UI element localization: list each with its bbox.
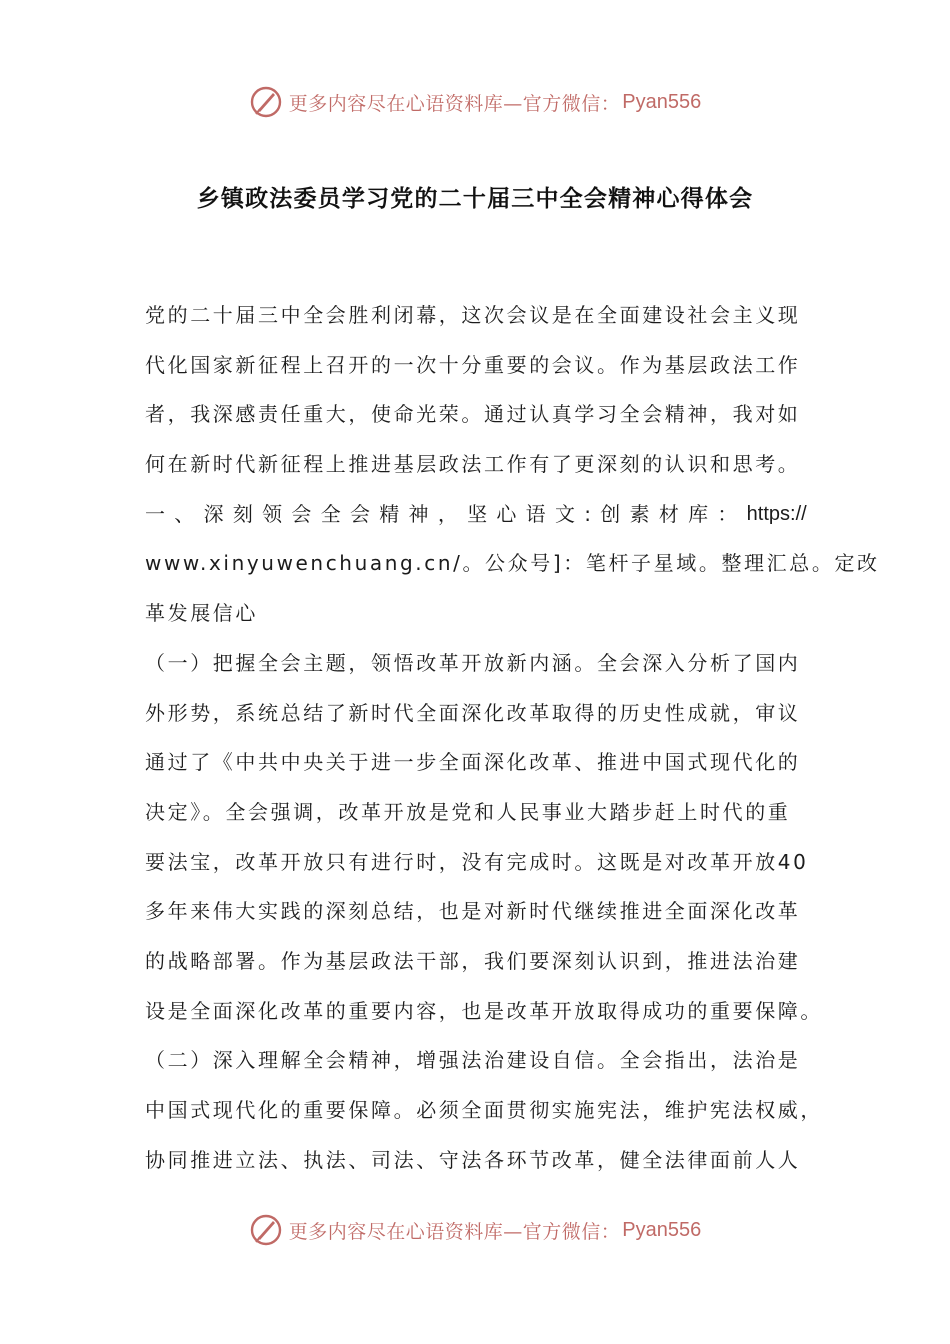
document-title: 乡镇政法委员学习党的二十届三中全会精神心得体会 [196, 186, 754, 212]
body-line: 要法宝，改革开放只有进行时，没有完成时。这既是对改革开放40 [145, 849, 809, 874]
body-line: （二）深入理解全会精神，增强法治建设自信。全会指出，法治是 [145, 1048, 801, 1073]
heading-glyph: 文 [554, 501, 575, 526]
banner-text: 更多内容尽在心语资料库—官方微信： [288, 1220, 621, 1243]
body-line: 协同推进立法、执法、司法、守法各环节改革，健全法律面前人人 [145, 1147, 801, 1172]
body-line: 革发展信心 [145, 601, 258, 626]
header-banner [0, 80, 950, 124]
heading-glyph: 精 [379, 501, 400, 526]
heading-glyph: 会 [291, 501, 312, 526]
body-line: 通过了《中共中央关于进一步全面深化改革、推进中国式现代化的 [145, 750, 801, 775]
body-line: 代化国家新征程上召开的一次十分重要的会议。作为基层政法工作 [145, 352, 801, 377]
heading-glyph: 素 [629, 501, 650, 526]
heading-glyph: 心 [496, 501, 517, 526]
heading-glyph: 领 [262, 501, 283, 526]
heading-glyph: 材 [658, 501, 679, 526]
heading-glyph: 库 [688, 501, 709, 526]
heading-glyph: 创 [600, 501, 621, 526]
heading-glyph: 一 [145, 501, 165, 526]
heading-glyph: 会 [349, 501, 370, 526]
footer-banner [0, 1208, 950, 1252]
body-line: 设是全面深化改革的重要内容，也是改革开放取得成功的重要保障。 [145, 998, 823, 1023]
heading-glyph: 神 [408, 501, 429, 526]
body-line: 决定》。全会强调，改革开放是党和人民事业大踏步赶上时代的重 [145, 799, 791, 824]
body-line: 者，我深感责任重大，使命光荣。通过认真学习全会精神，我对如 [145, 402, 801, 427]
heading-glyph: 语 [525, 501, 546, 526]
quill-circle-icon [249, 85, 283, 119]
body-line: 何在新时代新征程上推进基层政法工作有了更深刻的认识和思考。 [145, 452, 801, 477]
body-line: www.xinyuwenchuang.cn/。公众号]：笔杆子星域。整理汇总。定改 [145, 551, 880, 576]
heading-glyph: 深 [203, 501, 224, 526]
heading-glyph: ： [717, 501, 738, 526]
body-line: （一）把握全会主题，领悟改革开放新内涵。全会深入分析了国内 [145, 650, 801, 675]
wechat-id: Pyan556 [622, 1218, 702, 1241]
heading-glyph: 、 [174, 501, 195, 526]
heading-glyph: 全 [320, 501, 341, 526]
body-line: 中国式现代化的重要保障。必须全面贯彻实施宪法，维护宪法权威， [145, 1098, 823, 1122]
wechat-id: Pyan556 [622, 90, 702, 113]
heading-glyph: https:// [746, 502, 807, 525]
heading-glyph: 刻 [232, 501, 253, 526]
heading-glyph: ， [437, 501, 458, 526]
heading-glyph: 坚 [467, 501, 488, 526]
heading-glyph: : [584, 501, 591, 526]
body-line: 党的二十届三中全会胜利闭幕，这次会议是在全面建设社会主义现 [145, 303, 801, 327]
banner-text: 更多内容尽在心语资料库—官方微信： [288, 92, 621, 115]
body-line: 外形势，系统总结了新时代全面深化改革取得的历史性成就，审议 [145, 700, 801, 725]
body-line: 多年来伟大实践的深刻总结，也是对新时代继续推进全面深化改革 [145, 899, 801, 924]
body-line: 的战略部署。作为基层政法干部，我们要深刻认识到，推进法治建 [145, 948, 801, 973]
document-body [145, 291, 880, 1185]
section-heading-line [145, 490, 807, 540]
quill-circle-icon [249, 1213, 283, 1247]
